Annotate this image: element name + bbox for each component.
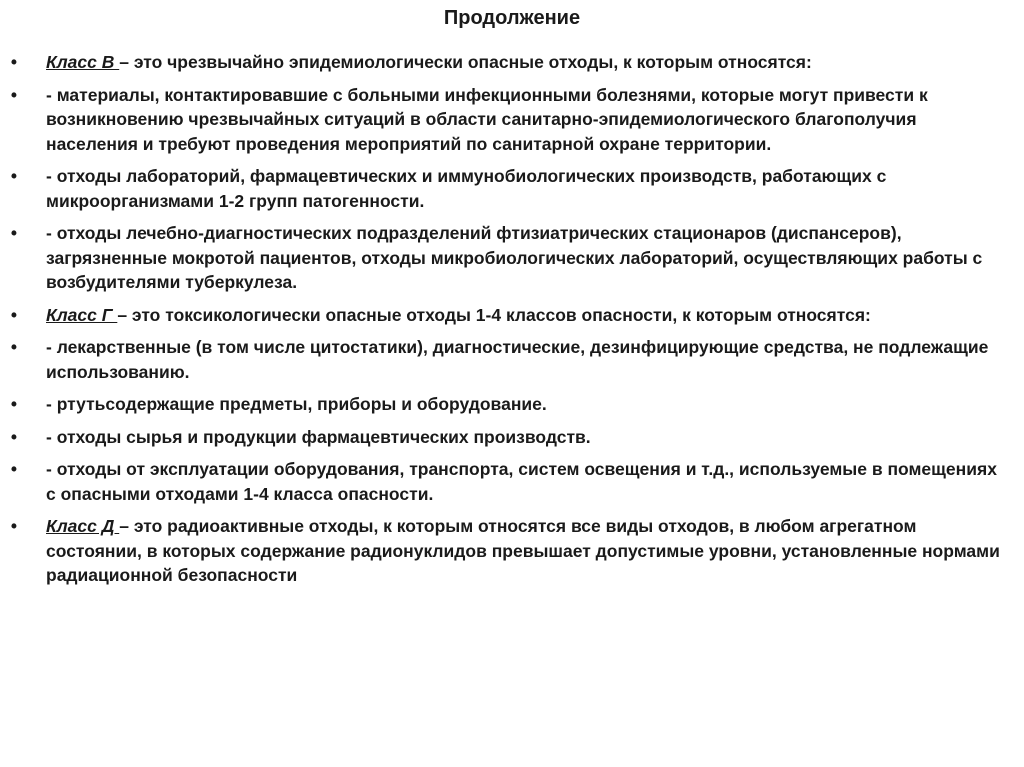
list-item: [0, 392, 1024, 417]
bullet-icon: •: [10, 304, 18, 325]
list-item: [0, 303, 1024, 328]
item-text: - отходы лабораторий, фармацевтических и иммунобиологических производств, работающих с микроорганизмами 1-2 групп патогенности.: [46, 166, 887, 211]
bullet-icon: •: [10, 459, 18, 479]
slide-title: Продолжение: [443, 7, 581, 29]
bullet-icon: •: [10, 426, 18, 447]
class-label: Класс Г: [46, 304, 118, 325]
list-item: [0, 457, 1024, 506]
bullet-list: [0, 50, 1024, 596]
list-item: [0, 50, 1024, 75]
class-label: Класс В: [46, 52, 120, 72]
bullet-icon: •: [10, 516, 18, 536]
bullet-icon: •: [10, 223, 18, 243]
item-text: - ртутьсодержащие предметы, приборы и оборудование.: [46, 394, 547, 414]
list-item: [0, 514, 1024, 588]
item-text: - лекарственные (в том числе цитостатики), диагностические, дезинфицирующие средства, не подлежащие использованию.: [46, 337, 989, 382]
bullet-icon: •: [10, 337, 18, 357]
list-item: [0, 425, 1024, 450]
item-text: – это радиоактивные отходы, к которым относятся все виды отходов, в любом агрегатном состоянии, в которых содержание радионуклидов превышает допустимые уровни, установленные нормами радиационной безопасности: [46, 516, 1000, 585]
item-text: - отходы лечебно-диагностических подразделений фтизиатрических стационаров (диспансеров), загрязненные мокротой пациентов, отходы микробиологических лабораторий, осуществляющих работы с возбудителями туберкулеза.: [46, 223, 983, 292]
class-label: Класс Д: [46, 516, 120, 536]
item-text: - отходы сырья и продукции фармацевтических производств.: [46, 426, 591, 447]
list-item: [0, 221, 1024, 295]
item-text: – это токсикологически опасные отходы 1-4 классов опасности, к которым относятся:: [117, 304, 871, 325]
item-text: - отходы от эксплуатации оборудования, транспорта, систем освещения и т.д., используемые в помещениях с опасными отходами 1-4 класса опасности.: [46, 459, 997, 504]
bullet-icon: •: [10, 52, 18, 72]
item-text: - материалы, контактировавшие с больными инфекционными болезнями, которые могут привести к возникновению чрезвычайных ситуаций в области санитарно-эпидемиологического благополучия населения и требуют проведения мероприятий по санитарной охране территории.: [46, 84, 928, 154]
bullet-icon: •: [10, 84, 18, 105]
item-text: – это чрезвычайно эпидемиологически опасные отходы, к которым относятся:: [119, 52, 812, 72]
bullet-icon: •: [10, 166, 18, 186]
list-item: [0, 83, 1024, 157]
bullet-icon: •: [10, 394, 18, 414]
list-item: [0, 164, 1024, 213]
list-item: [0, 335, 1024, 384]
